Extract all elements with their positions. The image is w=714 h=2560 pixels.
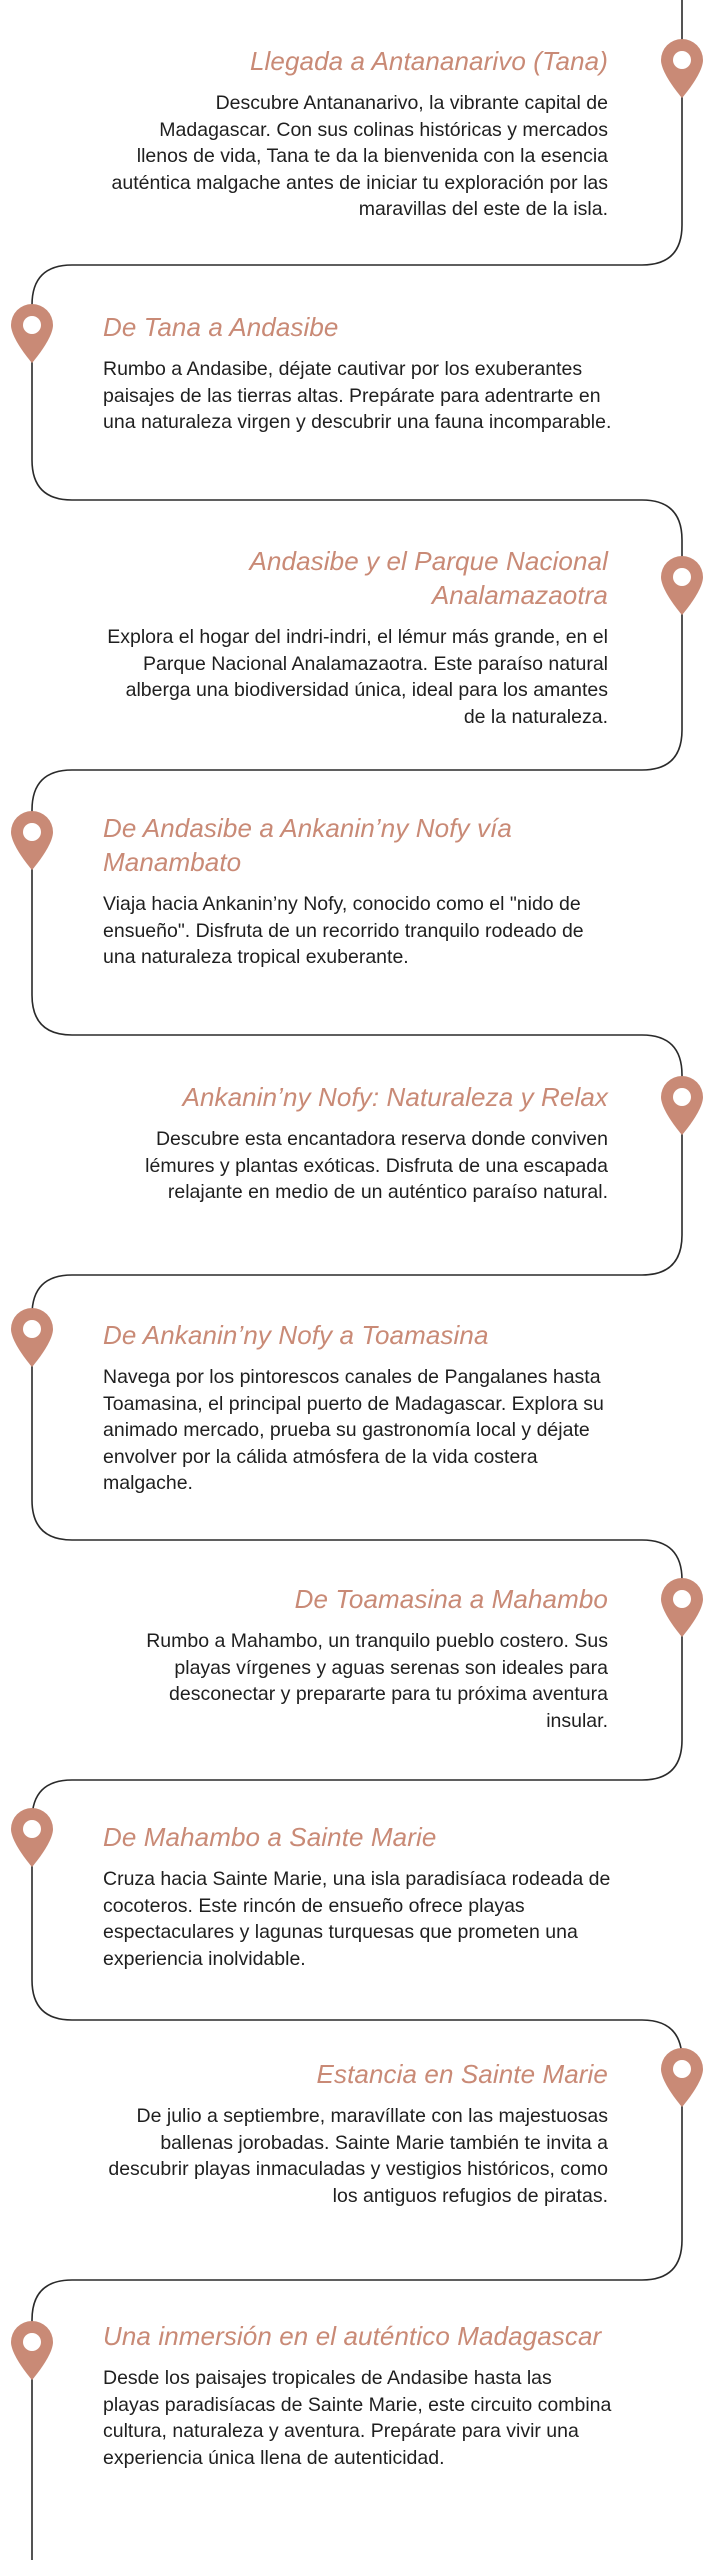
map-pin-icon [9,2320,55,2382]
map-pin-icon [9,1307,55,1369]
step-title: De Ankanin’ny Nofy a Toamasina [103,1320,489,1350]
timeline-step-1 [103,44,608,223]
step-title: Ankanin’ny Nofy: Naturaleza y Relax [182,1082,608,1112]
map-pin-icon [659,1075,705,1137]
step-title: De Tana a Andasibe [103,312,339,342]
map-pin-icon [9,1807,55,1869]
step-description: Explora el hogar del indri-indri, el lémur más grande, en el Parque Nacional Analamazaotra. Este paraíso natural alberga una biodiversidad única, ideal para los amantes de la naturaleza. [107,626,608,728]
step-description: Rumbo a Andasibe, déjate cautivar por los exuberantes paisajes de las tierras altas. Prepárate para adentrarte en una naturaleza virgen y descubrir una fauna incomparable. [103,358,612,433]
step-title: Estancia en Sainte Marie [316,2059,608,2089]
step-description: Descubre Antananarivo, la vibrante capital de Madagascar. Con sus colinas históricas y mercados llenos de vida, Tana te da la bienvenida con la esencia auténtica malgache antes de iniciar tu exploración por las maravillas del este de la isla. [111,92,608,220]
map-pin-icon [659,38,705,100]
timeline-step-8 [103,1820,613,1972]
timeline-step-7 [103,1582,608,1734]
step-description: Viaja hacia Ankanin’ny Nofy, conocido como el "nido de ensueño". Disfruta de un recorrido tranquilo rodeado de una naturaleza tropical exuberante. [103,893,584,968]
timeline-step-3 [103,544,608,730]
timeline-step-10 [103,2319,613,2471]
timeline-step-6 [103,1318,613,1497]
step-description: Cruza hacia Sainte Marie, una isla paradisíaca rodeada de cocoteros. Este rincón de ensueño ofrece playas espectaculares y lagunas turquesas que prometen una experiencia inolvidable. [103,1868,611,1970]
timeline-step-5 [103,1080,608,1206]
map-pin-icon [659,1577,705,1639]
timeline-step-9 [103,2057,608,2209]
map-pin-icon [9,810,55,872]
map-pin-icon [659,555,705,617]
step-title: Llegada a Antananarivo (Tana) [249,46,608,76]
step-description: Navega por los pintorescos canales de Pangalanes hasta Toamasina, el principal puerto de Madagascar. Explora su animado mercado, prueba su gastronomía local y déjate envolver por la cálida atmósfera de la vida costera malgache. [103,1366,604,1494]
step-description: Desde los paisajes tropicales de Andasibe hasta las playas paradisíacas de Sainte Marie, este circuito combina cultura, naturaleza y aventura. Prepárate para vivir una experiencia única llena de autenticidad. [103,2367,612,2469]
step-description: Rumbo a Mahambo, un tranquilo pueblo costero. Sus playas vírgenes y aguas serenas son ideales para desconectar y prepararte para tu próxima aventura insular. [146,1630,608,1732]
map-pin-icon [659,2047,705,2109]
step-title: Una inmersión en el auténtico Madagascar [103,2321,602,2351]
timeline-step-2 [103,310,613,436]
step-title: De Andasibe a Ankanin’ny Nofy vía Manambato [103,813,512,877]
step-title: De Mahambo a Sainte Marie [103,1822,437,1852]
step-description: De julio a septiembre, maravíllate con las majestuosas ballenas jorobadas. Sainte Marie también te invita a descubrir playas inmaculadas y vestigios históricos, como los antiguos refugios de piratas. [108,2105,608,2207]
step-description: Descubre esta encantadora reserva donde conviven lémures y plantas exóticas. Disfruta de una escapada relajante en medio de un auténtico paraíso natural. [145,1128,608,1203]
timeline-step-4 [103,811,613,971]
step-title: De Toamasina a Mahambo [294,1584,608,1614]
map-pin-icon [9,303,55,365]
step-title: Andasibe y el Parque Nacional Analamazaotra [249,546,608,610]
